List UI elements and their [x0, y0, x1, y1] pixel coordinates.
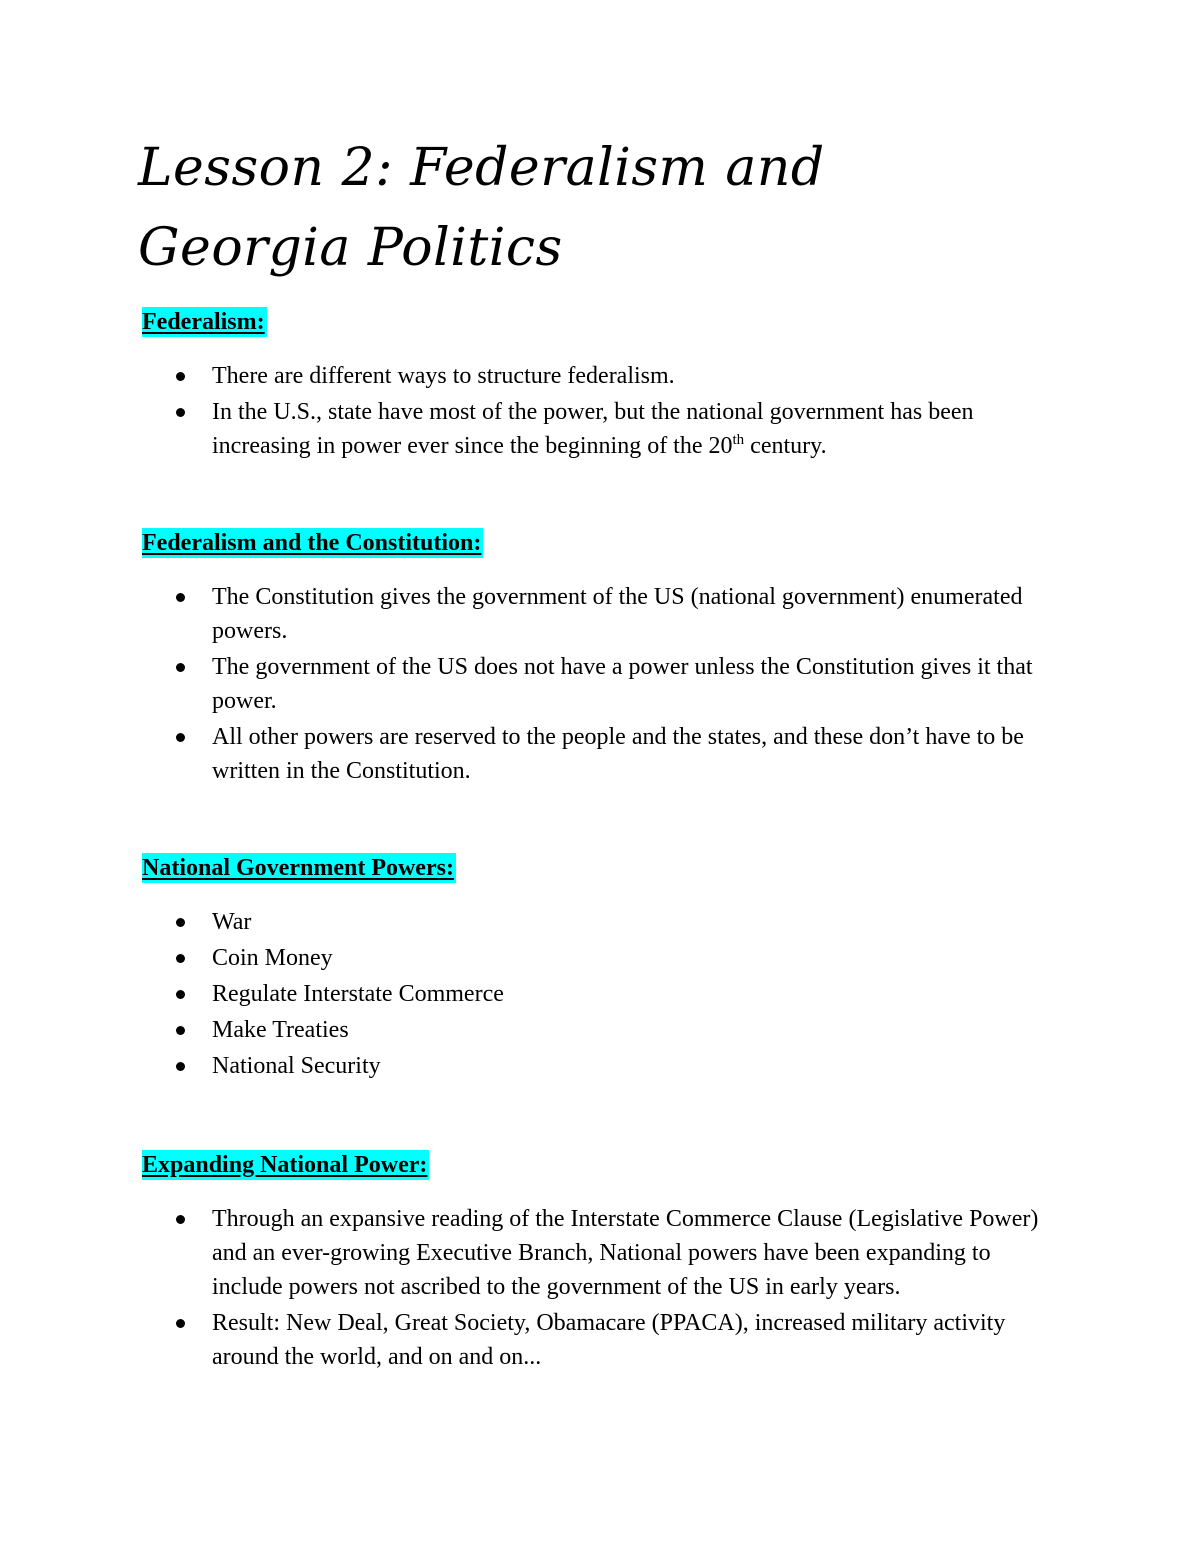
bullet-icon [176, 1319, 185, 1328]
list-item [142, 1013, 1042, 1047]
bullet-icon [176, 733, 185, 742]
list-item [142, 1202, 1042, 1304]
list-item [142, 1049, 1042, 1083]
list-item [142, 359, 1042, 393]
list-item [142, 650, 1042, 718]
bullet-list [142, 580, 1102, 788]
list-item [142, 1306, 1042, 1374]
list-item-text: National Security [212, 1053, 381, 1079]
bullet-list [142, 359, 1102, 463]
bullet-list [142, 905, 1102, 1083]
list-item-text: All other powers are reserved to the people and the states, and these don’t have to be written in the Constitution. [212, 724, 1024, 784]
bullet-list [142, 1202, 1102, 1374]
list-item [142, 905, 1042, 939]
list-item [142, 720, 1042, 788]
list-item-text: There are different ways to structure federalism. [212, 363, 675, 389]
section-federalism-constitution [142, 528, 1102, 790]
list-item [142, 977, 1042, 1011]
section-heading: Federalism: [142, 309, 265, 335]
bullet-icon [176, 1026, 185, 1035]
bullet-icon [176, 918, 185, 927]
bullet-icon [176, 593, 185, 602]
section-heading: National Government Powers: [142, 855, 454, 881]
section-heading: Federalism and the Constitution: [142, 530, 482, 556]
bullet-icon [176, 1062, 185, 1071]
bullet-icon [176, 954, 185, 963]
bullet-icon [176, 663, 185, 672]
list-item-text: The Constitution gives the government of the US (national government) enumerated powers. [212, 584, 1023, 644]
section-heading: Expanding National Power: [142, 1152, 428, 1178]
list-item-text: Make Treaties [212, 1017, 349, 1043]
list-item-text: Through an expansive reading of the Interstate Commerce Clause (Legislative Power) and an ever-growing Executive Branch, National powers have been expanding to include powers not ascribed to the government of the US in early years. [212, 1206, 1039, 1300]
page-title: Lesson 2: Federalism and Georgia Politics [138, 138, 825, 278]
section-expanding-national-power [142, 1150, 1102, 1376]
bullet-icon [176, 1215, 185, 1224]
list-item [142, 580, 1042, 648]
bullet-icon [176, 372, 185, 381]
section-national-government-powers [142, 853, 1102, 1085]
list-item-text: Coin Money [212, 945, 333, 971]
list-item-text: War [212, 909, 252, 935]
list-item [142, 941, 1042, 975]
bullet-icon [176, 408, 185, 417]
list-item-text: The government of the US does not have a power unless the Constitution gives it that power. [212, 654, 1033, 714]
bullet-icon [176, 990, 185, 999]
list-item-text: Result: New Deal, Great Society, Obamacare (PPACA), increased military activity around the world, and on and on... [212, 1310, 1006, 1370]
section-federalism [142, 307, 1102, 465]
list-item-text: Regulate Interstate Commerce [212, 981, 504, 1007]
list-item-text: In the U.S., state have most of the power, but the national government has been increasing in power ever since the beginning of the 20th century. [212, 399, 974, 459]
list-item [142, 395, 1042, 463]
